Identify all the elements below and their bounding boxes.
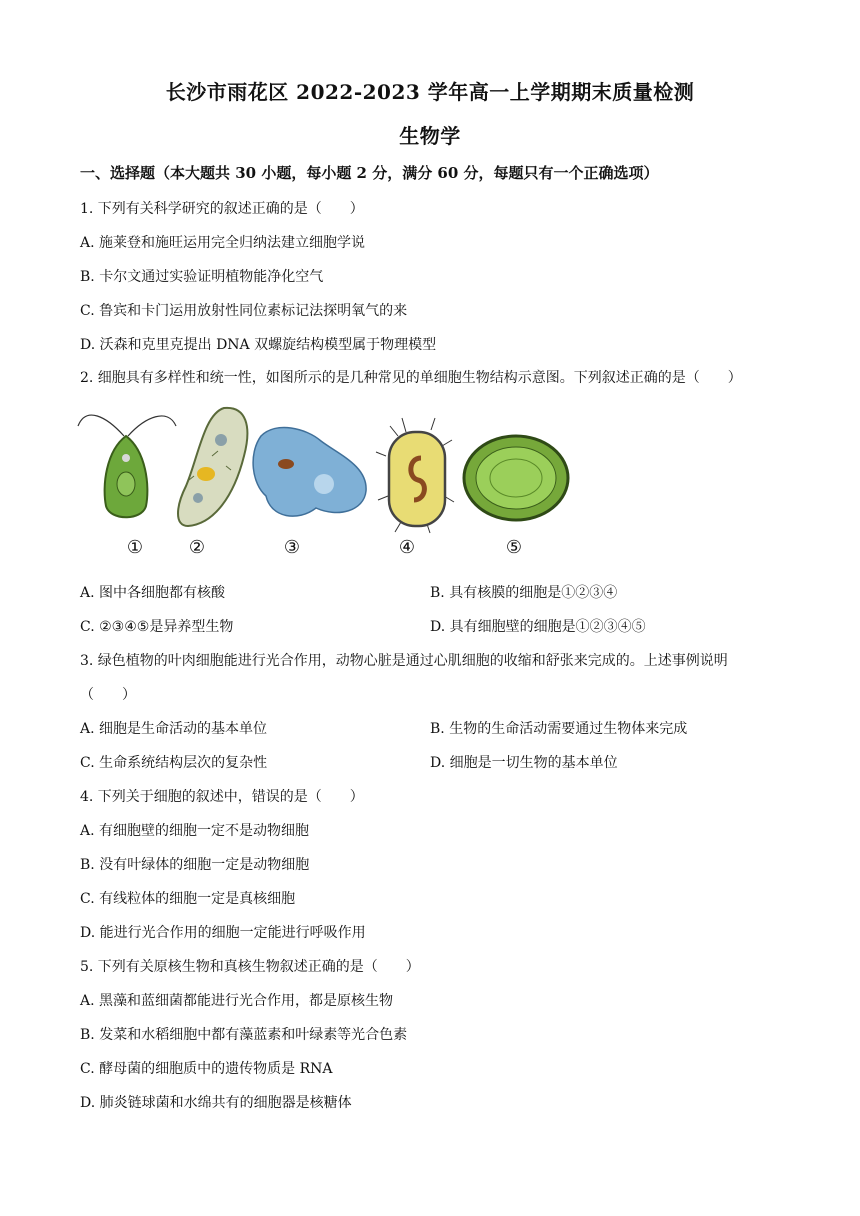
figure-label-4: ④ bbox=[398, 537, 416, 558]
amoeba-illustration bbox=[253, 428, 366, 517]
question-5-option-c: C. 酵母菌的细胞质中的遗传物质是 RNA bbox=[80, 1061, 333, 1077]
question-1-option-d: D. 沃森和克里克提出 DNA 双螺旋结构模型属于物理模型 bbox=[80, 337, 437, 353]
question-4-option-d: D. 能进行光合作用的细胞一定能进行呼吸作用 bbox=[80, 925, 366, 941]
question-3-stem-cont: （ ） bbox=[80, 687, 136, 703]
question-5-option-d: D. 肺炎链球菌和水绵共有的细胞器是核糖体 bbox=[80, 1095, 352, 1111]
paramecium-illustration bbox=[178, 408, 247, 526]
figure-label-1: ① bbox=[126, 537, 144, 558]
question-3-option-c: C. 生命系统结构层次的复杂性 bbox=[80, 755, 268, 771]
question-5-stem: 5. 下列有关原核生物和真核生物叙述正确的是（ ） bbox=[80, 959, 420, 975]
question-3-stem: 3. 绿色植物的叶肉细胞能进行光合作用，动物心脏是通过心肌细胞的收缩和舒张来完成的。上述事例说明 bbox=[80, 653, 728, 669]
exam-subject: 生物学 bbox=[399, 124, 461, 148]
question-5-option-b: B. 发菜和水稻细胞中都有藻蓝素和叶绿素等光合色素 bbox=[80, 1027, 408, 1043]
question-4-option-b: B. 没有叶绿体的细胞一定是动物细胞 bbox=[80, 857, 310, 873]
question-3-option-b: B. 生物的生命活动需要通过生物体来完成 bbox=[430, 721, 688, 737]
figure-label-5: ⑤ bbox=[505, 537, 523, 558]
question-1-stem: 1. 下列有关科学研究的叙述正确的是（ ） bbox=[80, 201, 364, 217]
question-4-option-a: A. 有细胞壁的细胞一定不是动物细胞 bbox=[80, 823, 310, 839]
figure-label-3: ③ bbox=[283, 537, 301, 558]
question-1-option-b: B. 卡尔文通过实验证明植物能净化空气 bbox=[80, 269, 324, 285]
question-4-stem: 4. 下列关于细胞的叙述中，错误的是（ ） bbox=[80, 789, 364, 805]
question-2-option-b: B. 具有核膜的细胞是①②③④ bbox=[430, 585, 618, 601]
question-2-stem: 2. 细胞具有多样性和统一性，如图所示的是几种常见的单细胞生物结构示意图。下列叙述正确的是（ ） bbox=[80, 370, 742, 386]
question-2-option-c: C. ②③④⑤是异养型生物 bbox=[80, 619, 234, 635]
cyanobacterium-illustration bbox=[464, 436, 568, 520]
section-heading: 一、选择题（本大题共 30 小题，每小题 2 分，满分 60 分，每题只有一个正确选项） bbox=[80, 164, 659, 182]
question-3-option-a: A. 细胞是生命活动的基本单位 bbox=[80, 721, 268, 737]
question-1-option-a: A. 施莱登和施旺运用完全归纳法建立细胞学说 bbox=[80, 235, 366, 251]
question-2-option-d: D. 具有细胞壁的细胞是①②③④⑤ bbox=[430, 619, 646, 635]
question-1-option-c: C. 鲁宾和卡门运用放射性同位素标记法探明氧气的来 bbox=[80, 303, 408, 319]
question-3-option-d: D. 细胞是一切生物的基本单位 bbox=[430, 755, 618, 771]
question-5-option-a: A. 黑藻和蓝细菌都能进行光合作用，都是原核生物 bbox=[80, 993, 394, 1009]
question-2-option-a: A. 图中各细胞都有核酸 bbox=[80, 585, 226, 601]
exam-title: 长沙市雨花区 2022-2023 学年高一上学期期末质量检测 bbox=[165, 80, 695, 104]
figure-label-2: ② bbox=[188, 537, 206, 558]
chlamydomonas-illustration bbox=[78, 415, 176, 517]
bacterium-illustration bbox=[376, 418, 454, 533]
question-4-option-c: C. 有线粒体的细胞一定是真核细胞 bbox=[80, 891, 296, 907]
